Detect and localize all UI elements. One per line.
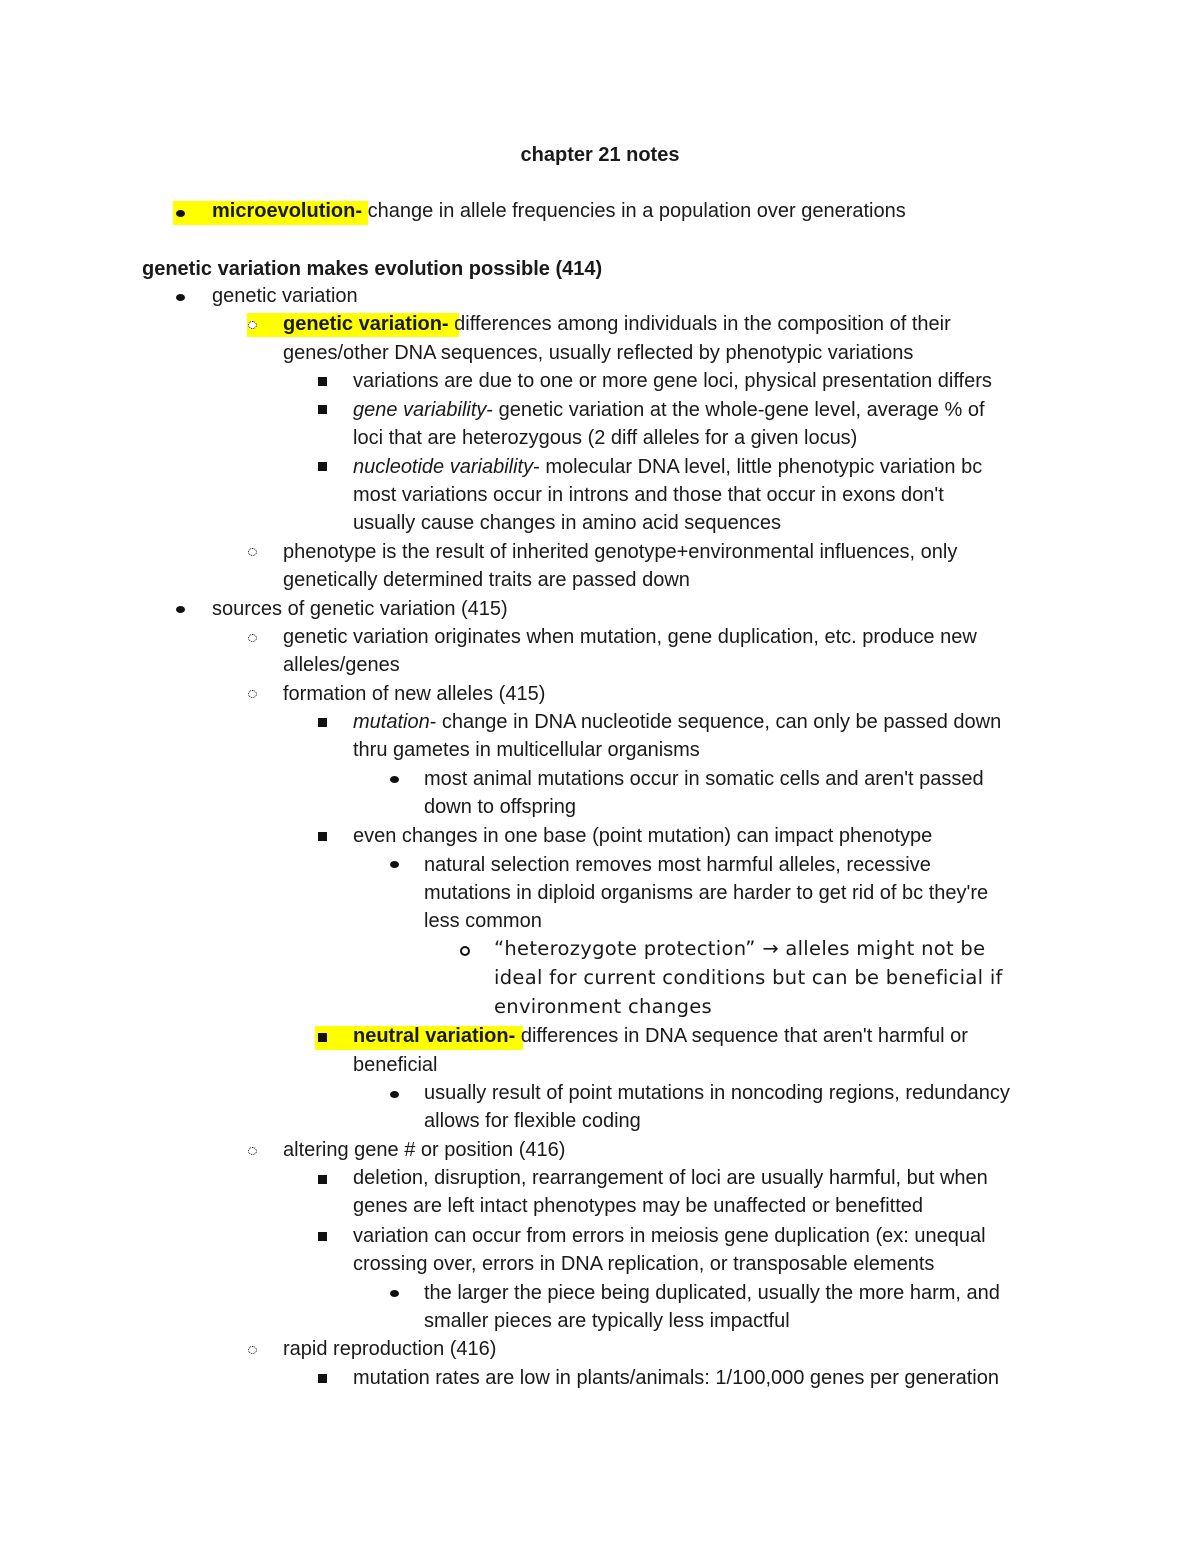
list-item: variations are due to one or more gene loci, physical presentation differs xyxy=(353,370,992,392)
term-microevolution: microevolution- xyxy=(212,200,363,222)
bullet-icon xyxy=(318,377,327,386)
list-item xyxy=(353,708,1001,736)
list-item-continued: less common xyxy=(424,910,542,932)
list-item-continued: usually cause changes in amino acid sequences xyxy=(353,512,782,534)
page-title: chapter 21 notes xyxy=(520,144,680,166)
bullet-icon xyxy=(176,606,185,613)
definition-text: differences in DNA sequence that aren't harmful or xyxy=(515,1025,968,1047)
bullet-icon xyxy=(318,405,327,414)
bullet-icon xyxy=(248,548,257,556)
definition-text: change in allele frequencies in a population over generations xyxy=(362,200,906,222)
bullet-icon xyxy=(318,462,327,471)
term-genetic-variation: genetic variation- xyxy=(283,313,449,335)
list-item xyxy=(353,396,985,424)
list-item-continued: allows for flexible coding xyxy=(424,1110,641,1132)
list-item: natural selection removes most harmful alleles, recessive xyxy=(424,854,931,876)
list-item-continued: loci that are heterozygous (2 diff alleles for a given locus) xyxy=(353,427,858,449)
bullet-icon xyxy=(248,1147,257,1155)
bullet-icon xyxy=(318,1033,327,1042)
list-item: rapid reproduction (416) xyxy=(283,1338,497,1360)
bullet-icon xyxy=(176,294,185,301)
list-item: genetic variation xyxy=(212,285,358,307)
definition-text: differences among individuals in the composition of their xyxy=(448,313,951,335)
list-item xyxy=(353,453,982,481)
list-item: usually result of point mutations in noncoding regions, redundancy xyxy=(424,1082,1010,1104)
bullet-icon xyxy=(318,718,327,727)
list-item: most animal mutations occur in somatic cells and aren't passed xyxy=(424,768,984,790)
list-item-continued: alleles/genes xyxy=(283,654,400,676)
bullet-icon xyxy=(390,1091,399,1098)
term-neutral-variation: neutral variation- xyxy=(353,1025,516,1047)
list-item-continued: crossing over, errors in DNA replication, or transposable elements xyxy=(353,1253,935,1275)
list-item: variation can occur from errors in meiosis gene duplication (ex: unequal xyxy=(353,1225,986,1247)
list-item: even changes in one base (point mutation) can impact phenotype xyxy=(353,825,933,847)
bullet-icon xyxy=(390,861,399,868)
list-item-continued: genes/other DNA sequences, usually reflected by phenotypic variations xyxy=(283,342,914,364)
list-item: sources of genetic variation (415) xyxy=(212,598,508,620)
bullet-icon xyxy=(248,321,257,329)
list-item: altering gene # or position (416) xyxy=(283,1139,566,1161)
bullet-icon xyxy=(248,1346,257,1354)
list-item-continued: environment changes xyxy=(494,995,713,1018)
list-item xyxy=(353,1022,968,1050)
list-item-continued: most variations occur in introns and those that occur in exons don't xyxy=(353,484,944,506)
bullet-icon xyxy=(318,1175,327,1184)
bullet-icon xyxy=(248,690,257,698)
bullet-icon xyxy=(248,634,257,642)
bullet-icon xyxy=(318,832,327,841)
term-gene-variability: gene variability xyxy=(353,399,487,421)
list-item: “heterozygote protection” → alleles might not be xyxy=(494,937,986,960)
intro-line xyxy=(212,197,906,225)
list-item: the larger the piece being duplicated, usually the more harm, and xyxy=(424,1282,1000,1304)
list-item-continued: genes are left intact phenotypes may be unaffected or benefitted xyxy=(353,1195,924,1217)
list-item: phenotype is the result of inherited genotype+environmental influences, only xyxy=(283,541,958,563)
list-item-continued: genetically determined traits are passed down xyxy=(283,569,690,591)
list-item xyxy=(283,310,951,338)
definition-text: - molecular DNA level, little phenotypic variation bc xyxy=(533,456,983,478)
section-heading: genetic variation makes evolution possible (414) xyxy=(142,258,603,280)
list-item: mutation rates are low in plants/animals: 1/100,000 genes per generation xyxy=(353,1367,999,1389)
bullet-icon xyxy=(460,946,470,956)
list-item-continued: beneficial xyxy=(353,1054,438,1076)
list-item: deletion, disruption, rearrangement of loci are usually harmful, but when xyxy=(353,1167,988,1189)
list-item-continued: smaller pieces are typically less impactful xyxy=(424,1310,790,1332)
bullet-icon xyxy=(390,776,399,783)
term-mutation: mutation xyxy=(353,711,430,733)
list-item-continued: thru gametes in multicellular organisms xyxy=(353,739,700,761)
list-item-continued: mutations in diploid organisms are harder to get rid of bc they're xyxy=(424,882,989,904)
bullet-icon xyxy=(318,1374,327,1383)
list-item: genetic variation originates when mutation, gene duplication, etc. produce new xyxy=(283,626,977,648)
definition-text: - change in DNA nucleotide sequence, can only be passed down xyxy=(429,711,1002,733)
list-item: formation of new alleles (415) xyxy=(283,683,546,705)
bullet-icon xyxy=(390,1290,399,1297)
list-item-continued: down to offspring xyxy=(424,796,576,818)
definition-text: - genetic variation at the whole-gene level, average % of xyxy=(486,399,985,421)
bullet-icon xyxy=(176,210,185,217)
bullet-icon xyxy=(318,1232,327,1241)
list-item-continued: ideal for current conditions but can be beneficial if xyxy=(494,966,1003,989)
term-nucleotide-variability: nucleotide variability xyxy=(353,456,534,478)
